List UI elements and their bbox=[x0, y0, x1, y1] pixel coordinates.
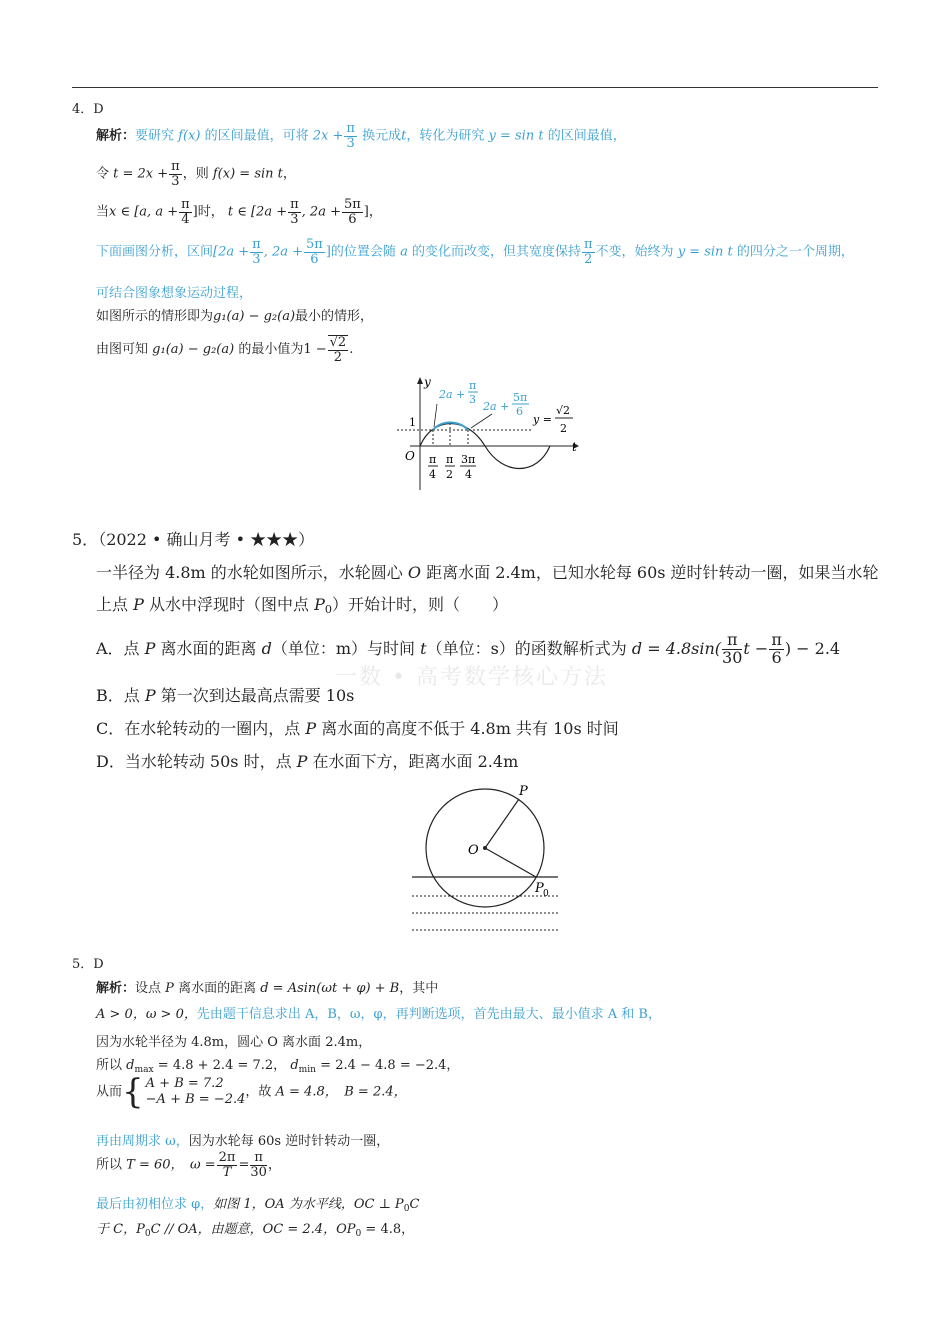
q4-analysis-line5: 可结合图象想象运动过程， bbox=[96, 286, 253, 301]
q4-answer-head: 4．D bbox=[72, 102, 104, 117]
radius-op0 bbox=[485, 848, 536, 877]
one-label: 1 bbox=[409, 416, 416, 429]
q5-stem-line2: 上点 P 从水中浮现时（图中点 $P_0$）开始计时，则（ ） bbox=[96, 595, 508, 616]
label-2a-pi3-pre: 2a + bbox=[439, 388, 466, 401]
label-y-pre: y = bbox=[533, 413, 552, 426]
tick-3pi4-den: 4 bbox=[465, 468, 472, 481]
q5-analysis-line7: 所以 T = 60， ω = $\frac{2\pi}{T}$ = $\frac{\pi}{30}$ ， bbox=[96, 1150, 281, 1180]
q5-option-a: A．点 P 离水面的距离 d（单位：m）与时间 t（单位：s）的函数解析式为 d = 4.8sin( $\frac{\pi}{30}$ t − $\frac{\pi}{6}$ ) − 2.4 bbox=[96, 630, 841, 667]
label-2a-5pi6-pre: 2a + bbox=[483, 400, 510, 413]
sine-graph bbox=[385, 372, 585, 494]
q5-option-b: B．点 P 第一次到达最高点需要 10s bbox=[96, 686, 355, 705]
label-O: O bbox=[468, 843, 479, 858]
q5-analysis-line5: 从而{ A + B = 7.2 −A + B = −2.4 ，故 A = 4.8， B = 2.4， bbox=[96, 1072, 407, 1112]
q4-analysis-line1: 解析：要研究 f(x) 的区间最值，可将 2x + $\frac{\pi}{3}$ 换元成t，转化为研究 y = sin t 的区间最值， bbox=[96, 121, 626, 151]
tick-pi4-num: π bbox=[429, 453, 437, 466]
q4-analysis-line2: 令 t = 2x + $\frac{\pi}{3}$ ，则 f(x) = sin t， bbox=[96, 159, 296, 189]
q5-option-c: C．在水轮转动的一圈内，点 P 离水面的高度不低于 4.8m 共有 10s 时间 bbox=[96, 719, 619, 738]
arrow-right bbox=[471, 414, 492, 428]
label-P0-sub: 0 bbox=[543, 889, 549, 899]
label-y-den: 2 bbox=[560, 422, 567, 435]
label-2a-5pi6-num: 5π bbox=[513, 391, 528, 404]
watermark: 一数 • 高考数学核心方法 bbox=[335, 665, 608, 690]
tick-pi4-den: 4 bbox=[429, 468, 436, 481]
tick-3pi4-num: 3π bbox=[461, 453, 476, 466]
label-2a-pi3-den: 3 bbox=[469, 393, 476, 406]
radius-op bbox=[485, 799, 519, 848]
q4-analysis-line6: 如图所示的情形即为g₁(a) − g₂(a)最小的情形， bbox=[96, 309, 374, 324]
q5-analysis-line8: 最后由初相位求 φ，如图 1，OA 为水平线，OC ⊥ $P_0C$ bbox=[96, 1197, 420, 1214]
label-P0: P bbox=[535, 881, 544, 896]
tick-pi2-den: 2 bbox=[446, 468, 453, 481]
center-dot bbox=[483, 846, 487, 850]
q5-analysis-line4: 所以 $d_{max} = 4.8 + 2.4 = 7.2$， $d_{min} = 2.4 - 4.8 = -2.4$， bbox=[96, 1058, 460, 1075]
q4-analysis-line4: 下面画图分析，区间[2a + $\frac{\pi}{3}$ , 2a + $\frac{5\pi}{6}$ ]的位置会随 a 的变化而改变，但其宽度保持 $\frac{\pi}{2}$ 不变，始终为 y = sin t 的四分之一个周期， bbox=[96, 237, 854, 267]
label-2a-pi3-num: π bbox=[469, 379, 477, 392]
q5-analysis-line6: 再由周期求 ω，因为水轮每 60s 逆时针转动一圈， bbox=[96, 1134, 390, 1149]
q4-analysis-line7: 由图可知 g₁(a) − g₂(a) 的最小值为1 − $\frac{√2}{2}$ . bbox=[96, 335, 354, 365]
q5-analysis-line9: 于 C，$P_0C$ // OA，由题意，OC = 2.4，$OP_0 = 4.8$， bbox=[96, 1222, 415, 1239]
top-rule bbox=[72, 87, 878, 88]
q5-stem-line1: 一半径为 4.8m 的水轮如图所示，水轮圆心 O 距离水面 2.4m，已知水轮每 60s 逆时针转动一圈，如果当水轮 bbox=[96, 563, 879, 582]
q5-analysis-line3: 因为水轮半径为 4.8m，圆心 O 离水面 2.4m， bbox=[96, 1035, 372, 1050]
t-axis-label: t bbox=[572, 440, 577, 454]
tick-pi2-num: π bbox=[446, 453, 454, 466]
y-axis-arrow bbox=[417, 377, 423, 384]
water-wheel-figure bbox=[405, 778, 565, 938]
q5-analysis-line2: A > 0，ω > 0，先由题干信息求出 A，B，ω，φ，再判断选项，首先由最大、最小值求 A 和 B， bbox=[96, 1007, 661, 1022]
q4-analysis-line3: 当x ∈ [a, a + $\frac{\pi}{4}$ ]时， t ∈ [2a + $\frac{\pi}{3}$ , 2a + $\frac{5\pi}{6}$ ]， bbox=[96, 197, 382, 227]
arrow-left bbox=[434, 404, 437, 427]
label-2a-5pi6-den: 6 bbox=[516, 405, 523, 418]
label-P: P bbox=[519, 784, 528, 799]
q5-option-d: D．当水轮转动 50s 时，点 P 在水面下方，距离水面 2.4m bbox=[96, 752, 519, 771]
q5-answer-head: 5．D bbox=[72, 957, 104, 972]
q5-header: 5．（2022 • 确山月考 • ★★★） bbox=[72, 530, 315, 549]
label-y-num: √2 bbox=[556, 404, 571, 417]
q5-analysis-line1: 解析：设点 P 离水面的距离 d = Asin(ωt + φ) + B，其中 bbox=[96, 981, 439, 996]
y-axis-label: y bbox=[424, 375, 431, 389]
origin-label: O bbox=[405, 449, 415, 463]
